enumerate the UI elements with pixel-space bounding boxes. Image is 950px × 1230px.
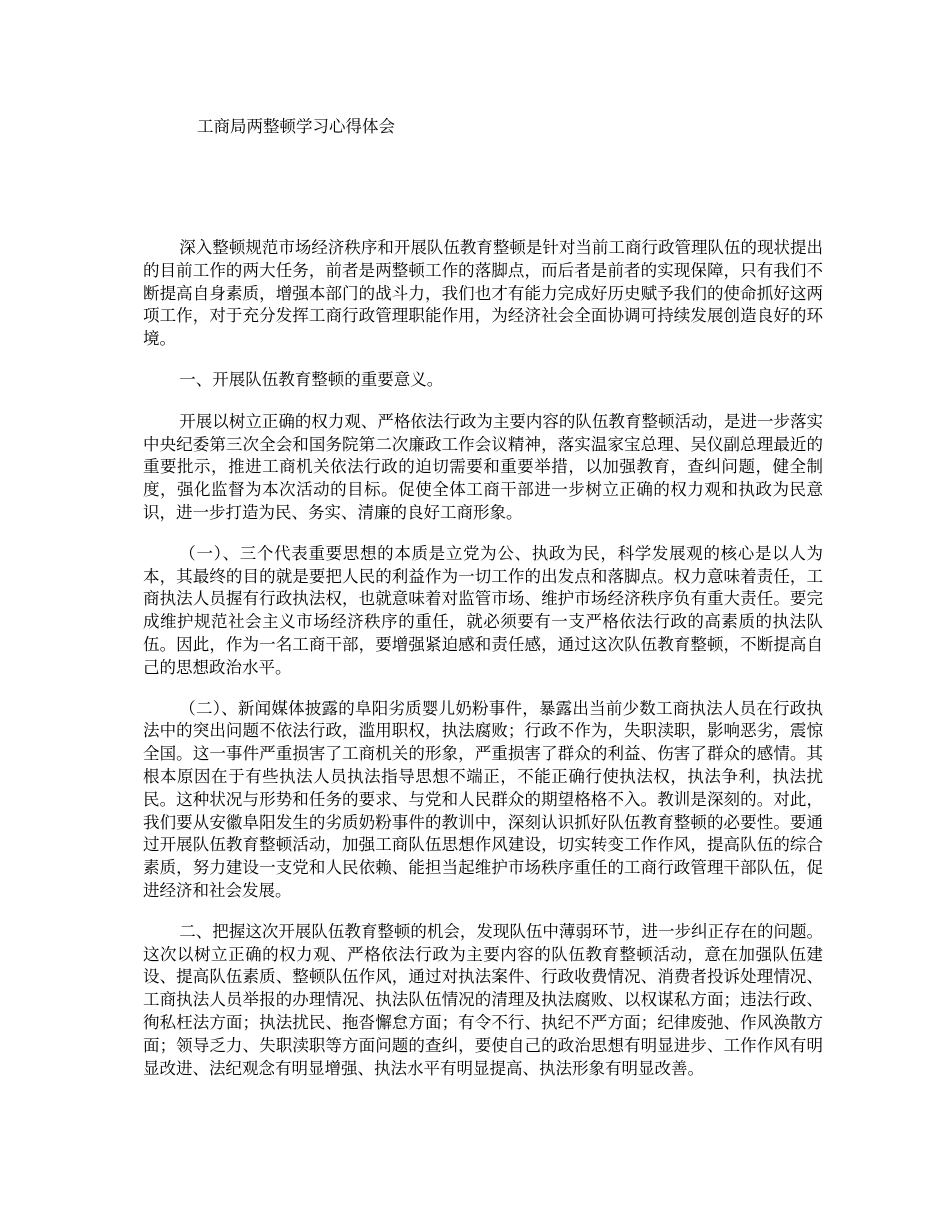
- paragraph-intro: 深入整顿规范市场经济秩序和开展队伍教育整顿是针对当前工商行政管理队伍的现状提出的目前工作的两大任务，前者是两整顿工作的落脚点，而后者是前者的实现保障，只有我们不断提高自身素质，增强本部门的战斗力，我们也才有能力完成好历史赋予我们的使命抓好这两项工作，对于充分发挥工商行政管理职能作用，为经济社会全面协调可持续发展创造良好的环境。: [143, 238, 823, 349]
- paragraph-point-1: （一）、三个代表重要思想的本质是立党为公、执政为民，科学发展观的核心是以人为本，其最终的目的就是要把人民的利益作为一切工作的出发点和落脚点。权力意味着责任，工商执法人员握有行政执法权，也就意味着对监管市场、维护市场经济秩序负有重大责任。要完成维护规范社会主义市场经济秩序的重任，就必须要有一支严格依法行政的高素质的执法队伍。因此，作为一名工商干部，要增强紧迫感和责任感，通过这次队伍教育整顿，不断提高自己的思想政治水平。: [143, 543, 823, 677]
- paragraph-point-2: （二）、新闻媒体披露的阜阳劣质婴儿奶粉事件，暴露出当前少数工商执法人员在行政执法中的突出问题不依法行政，滥用职权，执法腐败；行政不作为，失职渎职，影响恶劣，震惊全国。这一事件严重损害了工商机关的形象，严重损害了群众的利益、伤害了群众的感情。其根本原因在于有些执法人员执法指导思想不端正，不能正确行使执法权，执法争利，执法扰民。这种状况与形势和任务的要求、与党和人民群众的期望格格不入。教训是深刻的。对此，我们要从安徽阜阳发生的劣质奶粉事件的教训中，深刻认识抓好队伍教育整顿的必要性。要通过开展队伍教育整顿活动，加强工商队伍思想作风建设，切实转变工作作风，提高队伍的综合素质，努力建设一支党和人民依赖、能担当起维护市场秩序重任的工商行政管理干部队伍，促进经济和社会发展。: [143, 698, 823, 900]
- section-heading-1: 一、开展队伍教育整顿的重要意义。: [179, 369, 444, 389]
- document-body: [143, 237, 823, 1098]
- paragraph-significance: 开展以树立正确的权力观、严格依法行政为主要内容的队伍教育整顿活动，是进一步落实中央纪委第三次全会和国务院第二次廉政工作会议精神，落实温家宝总理、吴仪副总理最近的重要批示，推进工商机关依法行政的迫切需要和重要举措，以加强教育，查纠问题，健全制度，强化监督为本次活动的目标。促使全体工商干部进一步树立正确的权力观和执政为民意识，进一步打造为民、务实、清廉的良好工商形象。: [143, 411, 823, 522]
- document-title: 工商局两整顿学习心得体会: [197, 117, 395, 136]
- paragraph-section-2: 二、把握这次开展队伍教育整顿的机会，发现队伍中薄弱环节，进一步纠正存在的问题。这次以树立正确的权力观、严格依法行政为主要内容的队伍教育整顿活动，意在加强队伍建设、提高队伍素质、整顿队伍作风，通过对执法案件、行政收费情况、消费者投诉处理情况、工商执法人员举报的办理情况、执法队伍情况的清理及执法腐败、以权谋私方面；违法行政、徇私枉法方面；执法扰民、拖沓懈怠方面；有令不行、执纪不严方面；纪律废弛、作风涣散方面；领导乏力、失职渎职等方面问题的查纠，要使自己的政治思想有明显进步、工作作风有明显改进、法纪观念有明显增强、执法水平有明显提高、执法形象有明显改善。: [143, 921, 823, 1078]
